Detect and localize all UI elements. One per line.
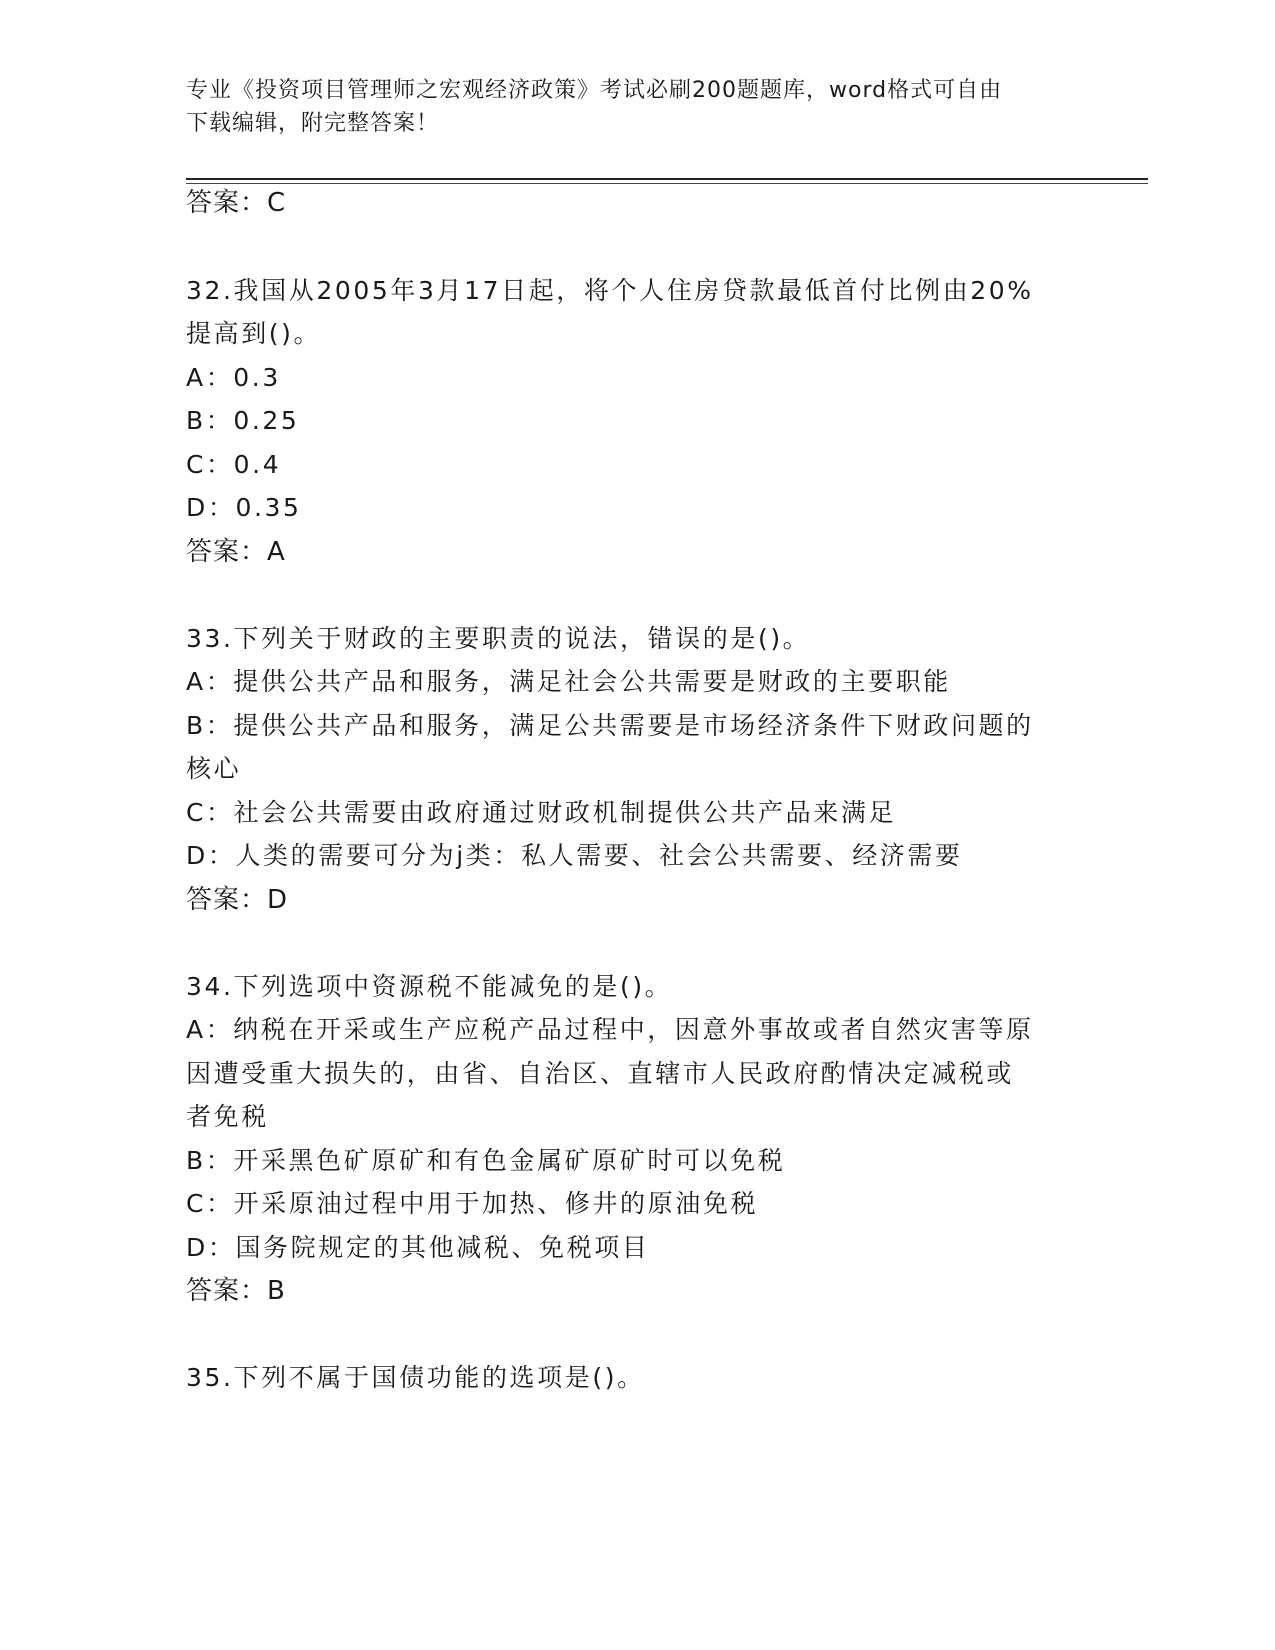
question-33-option-d: D：人类的需要可分为j类：私人需要、社会公共需要、经济需要	[186, 841, 963, 870]
question-33-answer: 答案：D	[186, 885, 289, 915]
question-34-answer: 答案：B	[186, 1276, 286, 1306]
header-line-2: 下载编辑，附完整答案！	[186, 111, 440, 136]
question-34-option-b: B：开采黑色矿原矿和有色金属矿原矿时可以免税	[186, 1146, 786, 1175]
question-32-option-a: A：0.3	[186, 363, 281, 392]
question-32-answer: 答案：A	[186, 537, 286, 567]
question-33-option-b: B：提供公共产品和服务，满足公共需要是市场经济条件下财政问题的	[186, 711, 1034, 740]
question-34-option-a: A：纳税在开采或生产应税产品过程中，因意外事故或者自然灾害等原	[186, 1015, 1034, 1044]
question-32-option-c: C：0.4	[186, 450, 282, 479]
header-rule-thin	[186, 183, 1148, 184]
document-header	[186, 74, 1066, 140]
document-page	[186, 0, 1146, 1650]
question-35-line-1: 35.下列不属于国债功能的选项是()。	[186, 1363, 645, 1392]
question-32-option-b: B：0.25	[186, 406, 300, 435]
question-33-option-b-cont: 核心	[186, 754, 242, 783]
question-33-line-1: 33.下列关于财政的主要职责的说法，错误的是()。	[186, 624, 811, 653]
question-33-option-a: A：提供公共产品和服务，满足社会公共需要是财政的主要职能	[186, 667, 951, 696]
header-rule-thick	[186, 178, 1148, 180]
question-33-option-c: C：社会公共需要由政府通过财政机制提供公共产品来满足	[186, 798, 897, 827]
question-34-option-a-cont-2: 者免税	[186, 1102, 269, 1131]
answer-prev: 答案：C	[186, 188, 287, 218]
question-34-option-a-cont-1: 因遭受重大损失的，由省、自治区、直辖市人民政府酌情决定减税或	[186, 1059, 1015, 1088]
question-34-line-1: 34.下列选项中资源税不能减免的是()。	[186, 972, 673, 1001]
question-34-option-d: D：国务院规定的其他减税、免税项目	[186, 1233, 650, 1262]
question-34-option-c: C：开采原油过程中用于加热、修井的原油免税	[186, 1189, 759, 1218]
question-32-option-d: D：0.35	[186, 493, 302, 522]
question-32-line-1: 32.我国从2005年3月17日起，将个人住房贷款最低首付比例由20%	[186, 276, 1034, 305]
question-32-line-2: 提高到()。	[186, 319, 322, 348]
header-line-1: 专业《投资项目管理师之宏观经济政策》考试必刷200题题库，word格式可自由	[186, 78, 1003, 103]
